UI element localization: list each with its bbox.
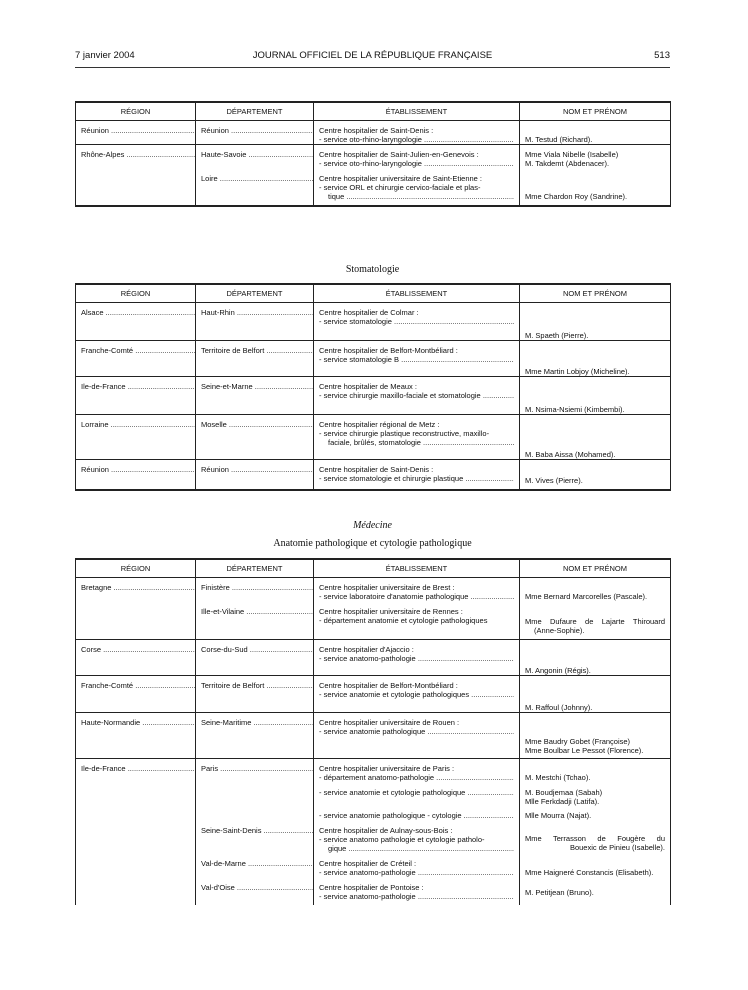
nom-cell: M. Spaeth (Pierre). <box>525 331 589 340</box>
nom-cell: M. Testud (Richard). <box>525 135 593 144</box>
col-departement: DÉPARTEMENT <box>196 559 314 578</box>
etab-line: Centre hospitalier régional de Metz : <box>319 420 440 429</box>
etab-line: Centre hospitalier de Colmar : <box>319 308 419 317</box>
nom-cell: M. Mestchi (Tchao). <box>525 773 591 782</box>
region-cell: Haute-Normandie ..... <box>81 718 196 727</box>
etab-line: Centre hospitalier universitaire de Brest : <box>319 583 455 592</box>
col-region: RÉGION <box>76 284 196 303</box>
etab-line: - service laboratoire d'anatomie pathologique ..... <box>319 592 514 601</box>
dept-cell: Finistère ..... <box>201 583 314 592</box>
nom-cell: Mme Boulbar Le Pessot (Florence). <box>525 746 644 755</box>
nom-cell: Mme Bernard Marcorelles (Pascale). <box>525 592 648 601</box>
dept-cell: Loire ..... <box>201 174 314 183</box>
etab-line: - service stomatologie B ..... <box>319 355 514 364</box>
dept-cell: Paris ..... <box>201 764 314 773</box>
table-row <box>76 713 671 759</box>
header-rule <box>75 67 670 68</box>
etab-line: - service anatomie pathologique ..... <box>319 727 514 736</box>
nom-cell: Mme Haigneré Constancis (Elisabeth). <box>525 868 654 877</box>
etab-line: - département anatomo-pathologie ..... <box>319 773 514 782</box>
table-row <box>76 601 671 640</box>
region-cell: Ile-de-France ..... <box>81 764 196 773</box>
table-row <box>76 806 671 820</box>
nom-cell: Mme Baudry Gobet (Françoise) <box>525 737 631 746</box>
region-cell: Bretagne ..... <box>81 583 196 592</box>
col-nom: NOM ET PRÉNOM <box>520 102 671 121</box>
region-cell: Réunion ..... <box>81 465 196 474</box>
table-row <box>76 460 671 490</box>
etab-line: Centre hospitalier de Créteil : <box>319 859 417 868</box>
etab-line: - service anatomo-pathologie ..... <box>319 892 514 901</box>
table-row <box>76 377 671 415</box>
region-cell: Lorraine ..... <box>81 420 196 429</box>
etab-line: - service oto-rhino-laryngologie ..... <box>319 135 514 144</box>
header-page-number: 513 <box>654 50 670 61</box>
etab-line: Centre hospitalier de Aulnay-sous-Bois : <box>319 826 453 835</box>
table-row <box>76 877 671 905</box>
etab-line: - service anatomo-pathologie ..... <box>319 868 514 877</box>
etab-line: gique ..... <box>319 844 514 853</box>
etab-line: Centre hospitalier universitaire de Paris : <box>319 764 455 773</box>
dept-cell: Réunion ..... <box>201 465 314 474</box>
dept-cell: Corse-du-Sud ..... <box>201 645 314 654</box>
etab-line: Centre hospitalier de Pontoise : <box>319 883 424 892</box>
nom-cell: M. Raffoul (Johnny). <box>525 703 593 712</box>
table-anatomie-pathologique <box>75 558 671 905</box>
etab-line: Centre hospitalier universitaire de Rennes : <box>319 607 463 616</box>
dept-cell: Haute-Savoie ..... <box>201 150 314 159</box>
table-orl <box>75 101 671 207</box>
table-header-row <box>76 559 671 578</box>
table-row <box>76 341 671 377</box>
nom-cell: (Anne-Sophie). <box>534 626 585 635</box>
etab-line: Centre hospitalier universitaire de Rouen : <box>319 718 460 727</box>
etab-line: - service anatomie et cytologie pathologique ..... <box>319 788 514 797</box>
etab-line: faciale, brûlés, stomatologie ..... <box>319 438 514 447</box>
table-row <box>76 121 671 145</box>
nom-cell: M. Baba Aissa (Mohamed). <box>525 450 616 459</box>
dept-cell: Territoire de Belfort ..... <box>201 681 314 690</box>
etab-line: - service anatomo pathologie et cytologie patholo- <box>319 835 485 844</box>
region-cell: Alsace ..... <box>81 308 196 317</box>
table-row <box>76 578 671 602</box>
region-cell: Ile-de-France ..... <box>81 382 196 391</box>
table-row <box>76 676 671 713</box>
etab-line: Centre hospitalier d'Ajaccio : <box>319 645 414 654</box>
dept-cell: Haut-Rhin ..... <box>201 308 314 317</box>
nom-cell: Mme Dufaure de Lajarte Thirouard <box>525 617 665 626</box>
nom-cell: M. Takdemt (Abdenacer). <box>525 159 610 168</box>
region-cell: Réunion ..... <box>81 126 196 135</box>
nom-cell: M. Petitjean (Bruno). <box>525 888 594 897</box>
header-journal: JOURNAL OFFICIEL DE LA RÉPUBLIQUE FRANÇAISE <box>252 50 493 61</box>
dept-cell: Ille-et-Vilaine ..... <box>201 607 314 616</box>
col-nom: NOM ET PRÉNOM <box>520 559 671 578</box>
nom-cell: M. Boudjemaa (Sabah) <box>525 788 603 797</box>
region-cell: Franche-Comté ..... <box>81 681 196 690</box>
etab-line: tique ..... <box>319 192 514 201</box>
nom-cell: Mme Martin Lobjoy (Micheline). <box>525 367 630 376</box>
table-header-row <box>76 284 671 303</box>
table-row <box>76 820 671 853</box>
nom-cell: Mlle Ferkdadji (Latifa). <box>525 797 600 806</box>
nom-cell: M. Nsima-Nsiemi (Kimbembi). <box>525 405 625 414</box>
etab-line: - service stomatologie ..... <box>319 317 514 326</box>
dept-cell: Seine-Maritime ..... <box>201 718 314 727</box>
col-nom: NOM ET PRÉNOM <box>520 284 671 303</box>
etab-line: - service anatomo-pathologie ..... <box>319 654 514 663</box>
etab-line: Centre hospitalier de Belfort-Montbéliard : <box>319 681 458 690</box>
table-row <box>76 640 671 676</box>
etab-line: Centre hospitalier de Meaux : <box>319 382 417 391</box>
etab-line: Centre hospitalier de Saint-Julien-en-Genevois : <box>319 150 479 159</box>
etab-line: - service chirurgie maxillo-faciale et stomatologie ..... <box>319 391 514 400</box>
nom-cell: Mme Viala Nibelle (Isabelle) <box>525 150 619 159</box>
col-departement: DÉPARTEMENT <box>196 284 314 303</box>
table-row <box>76 415 671 460</box>
nom-cell: Mme Chardon Roy (Sandrine). <box>525 192 628 201</box>
etab-line: Centre hospitalier universitaire de Saint-Etienne : <box>319 174 483 183</box>
etab-line: - service stomatologie et chirurgie plastique ..... <box>319 474 514 483</box>
dept-cell: Val-d'Oise ..... <box>201 883 314 892</box>
table-row <box>76 853 671 877</box>
section-subtitle-anatomie: Anatomie pathologique et cytologie pathologique <box>273 538 472 549</box>
etab-line: - service chirurgie plastique reconstructive, maxillo- <box>319 429 490 438</box>
dept-cell: Seine-Saint-Denis ..... <box>201 826 314 835</box>
col-region: RÉGION <box>76 559 196 578</box>
etab-line: - service oto-rhino-laryngologie ..... <box>319 159 514 168</box>
dept-cell: Réunion ..... <box>201 126 314 135</box>
col-region: RÉGION <box>76 102 196 121</box>
table-row <box>76 168 671 206</box>
etab-line: Centre hospitalier de Belfort-Montbéliard : <box>319 346 458 355</box>
dept-cell: Moselle ..... <box>201 420 314 429</box>
nom-cell: Mme Terrasson de Fougère du <box>525 834 665 843</box>
region-cell: Franche-Comté ..... <box>81 346 196 355</box>
page-header <box>75 50 670 64</box>
header-date: 7 janvier 2004 <box>75 50 135 61</box>
dept-cell: Seine-et-Marne ..... <box>201 382 314 391</box>
col-departement: DÉPARTEMENT <box>196 102 314 121</box>
table-row <box>76 145 671 169</box>
col-etablissement: ÉTABLISSEMENT <box>314 559 520 578</box>
etab-line: Centre hospitalier de Saint-Denis : <box>319 465 434 474</box>
etab-line: - service ORL et chirurgie cervico-faciale et plas- <box>319 183 481 192</box>
table-stomatologie <box>75 283 671 491</box>
table-row <box>76 303 671 341</box>
dept-cell: Val-de-Marne ..... <box>201 859 314 868</box>
etab-line: - service anatomie et cytologie pathologiques ..... <box>319 690 514 699</box>
nom-cell: Mlle Mourra (Najat). <box>525 811 592 820</box>
table-row <box>76 782 671 806</box>
section-title-medecine: Médecine <box>353 520 392 531</box>
nom-cell: M. Vives (Pierre). <box>525 475 583 485</box>
col-etablissement: ÉTABLISSEMENT <box>314 284 520 303</box>
nom-cell: Bouexic de Pinieu (Isabelle). <box>569 843 665 852</box>
etab-line: Centre hospitalier de Saint-Denis : <box>319 126 434 135</box>
table-header-row <box>76 102 671 121</box>
region-cell: Rhône-Alpes ..... <box>81 150 196 159</box>
dept-cell: Territoire de Belfort ..... <box>201 346 314 355</box>
etab-line: - service anatomie pathologique - cytologie ..... <box>319 811 514 820</box>
table-row <box>76 759 671 783</box>
etab-line: - département anatomie et cytologie pathologiques <box>319 616 488 625</box>
nom-cell: M. Angonin (Régis). <box>525 666 591 675</box>
section-title-stomatologie: Stomatologie <box>345 264 400 275</box>
col-etablissement: ÉTABLISSEMENT <box>314 102 520 121</box>
region-cell: Corse ..... <box>81 645 196 654</box>
